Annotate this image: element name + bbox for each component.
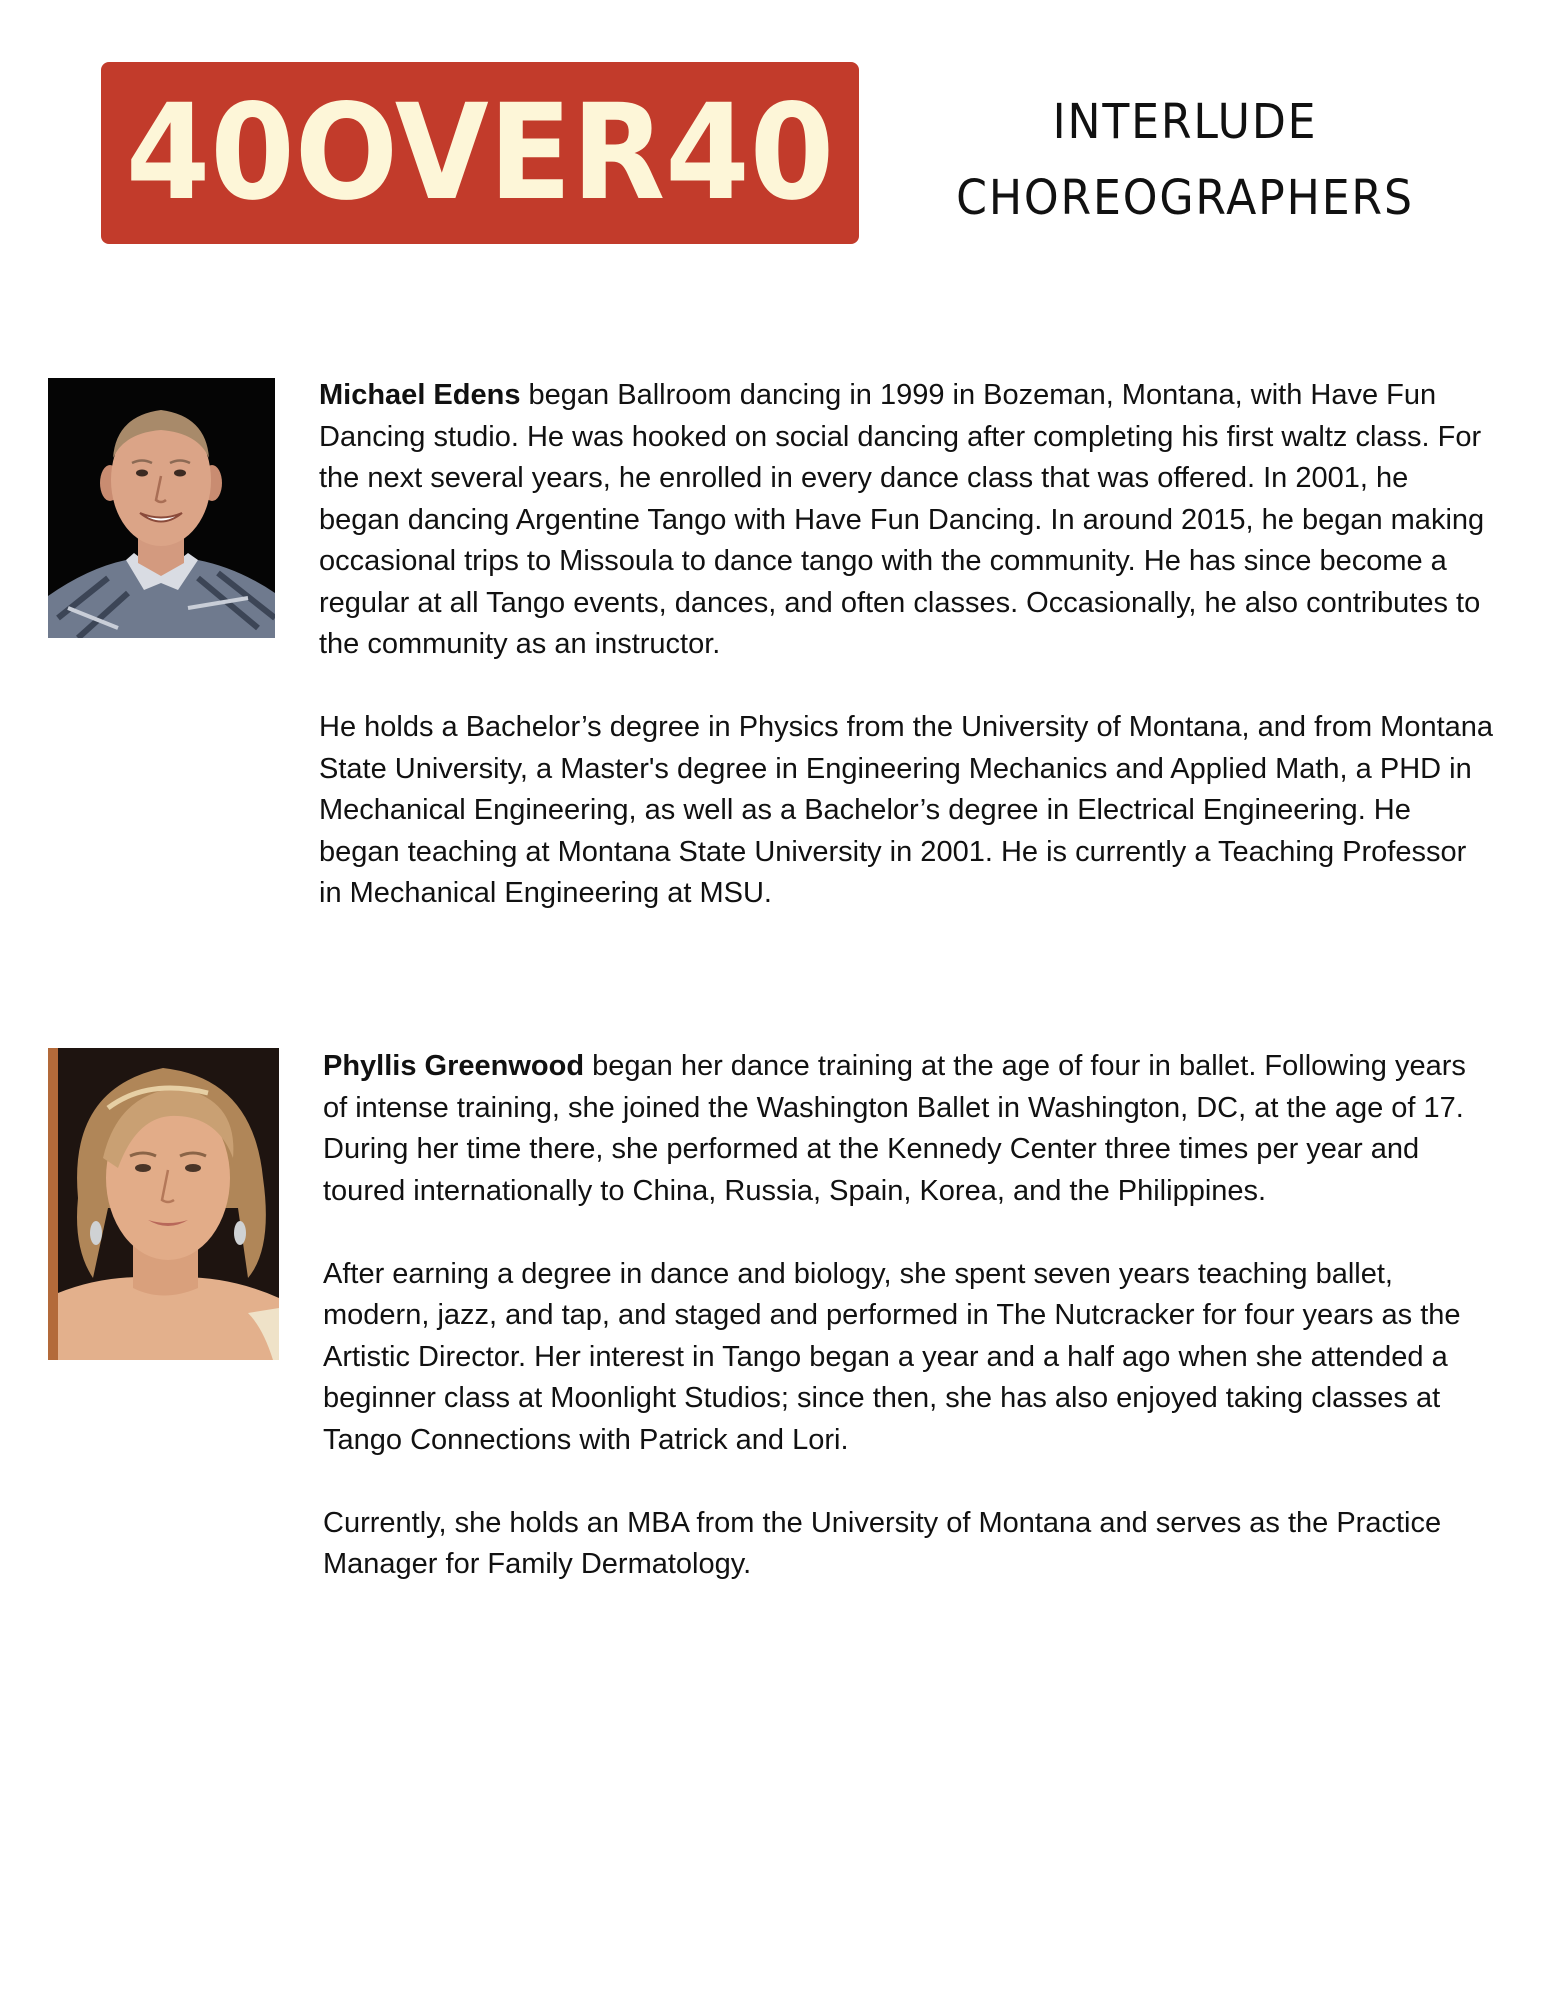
bio-michael-edens [319,375,1494,915]
choreographer-name: Phyllis Greenwood [323,1050,585,1082]
bio-text: began her dance training at the age of four in ballet. Following years of intense training, she joined the Washington Ballet in Washington, DC, at the age of 17. During her time there, she performed at the Kennedy Center three times per year and toured internationally to China, Russia, Spain, Korea, and the Philippines. [323,1050,1466,1207]
logo-text: 40OVER40 [125,76,835,230]
page-title [927,84,1442,236]
bio-paragraph: He holds a Bachelor’s degree in Physics from the University of Montana, and from Montana State University, a Master's degree in Engineering Mechanics and Applied Math, a PHD in Mechanical Engineering, as well as a Bachelor’s degree in Electrical Engineering. He began teaching at Montana State University in 2001. He is currently a Teaching Professor in Mechanical Engineering at MSU. [319,711,1494,909]
page-title-line-1: INTERLUDE [1052,94,1318,150]
bio-paragraph: After earning a degree in dance and biology, she spent seven years teaching ballet, modern, jazz, and tap, and staged and performed in The Nutcracker for four years as the Artistic Director. Her interest in Tango began a year and a half ago when she attended a beginner class at Moonlight Studios; since then, she has also enjoyed taking classes at Tango Connections with Patrick and Lori. [323,1257,1461,1456]
bio-paragraph: Currently, she holds an MBA from the University of Montana and serves as the Practice Manager for Family Dermatology. [323,1506,1442,1580]
logo-40over40 [101,62,859,244]
man-portrait-photo [48,378,275,638]
page-title-line-2: CHOREOGRAPHERS [956,170,1414,226]
bio-text: began Ballroom dancing in 1999 in Bozeman, Montana, with Have Fun Dancing studio. He was hooked on social dancing after completing his first waltz class. For the next several years, he enrolled in every dance class that was offered. In 2001, he began dancing Argentine Tango with Have Fun Dancing. In around 2015, he began making occasional trips to Missoula to dance tango with the community. He has since become a regular at all Tango events, dances, and often classes. Occasionally, he also contributes to the community as an instructor. [319,379,1485,660]
woman-portrait-photo [48,1048,279,1360]
bio-phyllis-greenwood [323,1046,1498,1586]
bio-paragraph [319,375,1494,666]
choreographer-name: Michael Edens [319,379,521,411]
bio-paragraph [323,1046,1498,1212]
